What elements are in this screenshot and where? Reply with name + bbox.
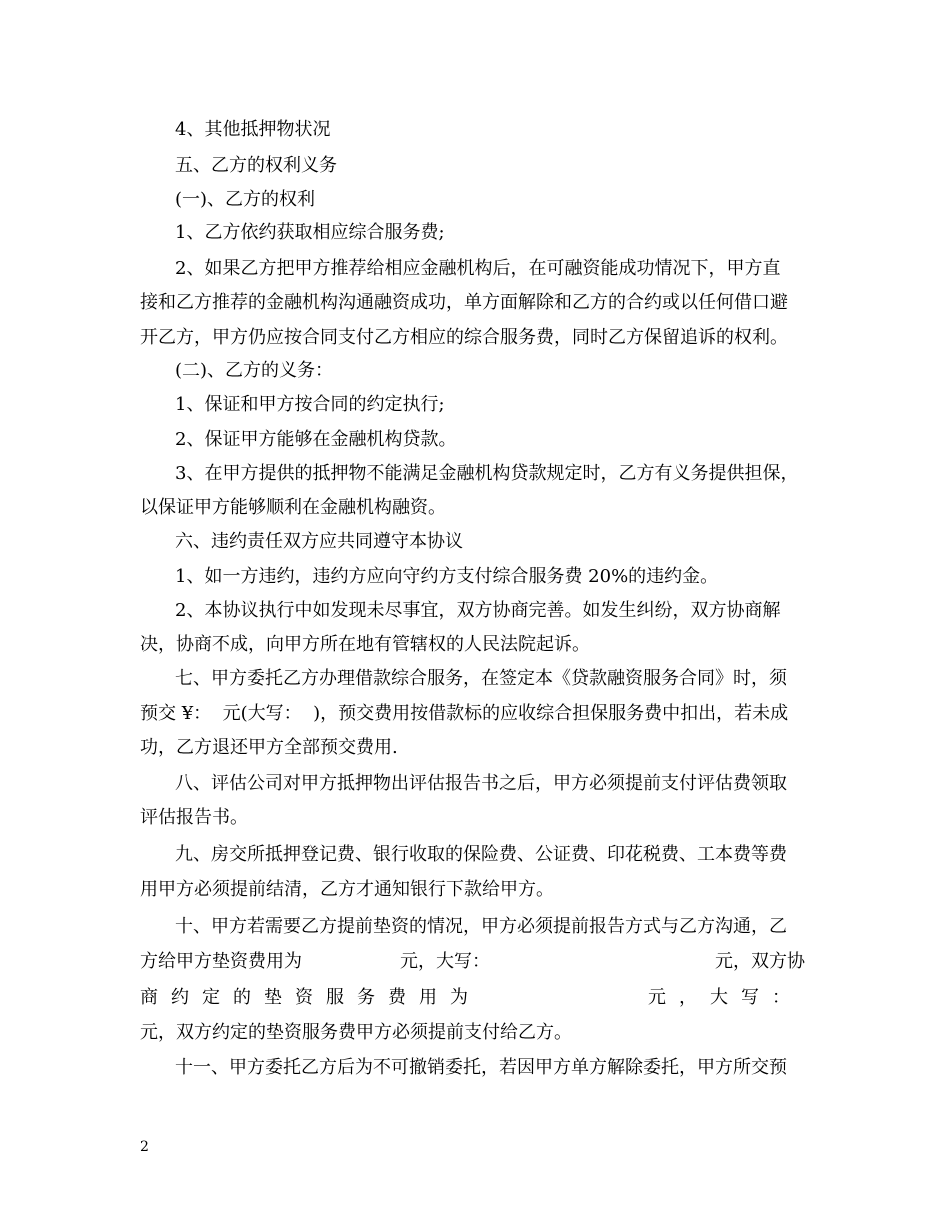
text-line: 开乙方，甲方仍应按合同支付乙方相应的综合服务费，同时乙方保留追诉的权利。 <box>140 327 788 348</box>
text-line: 1、保证和甲方按合同的约定执行; <box>175 394 445 415</box>
text-line: 评估报告书。 <box>140 807 248 828</box>
subsection-heading: (一)、乙方的权利 <box>175 189 316 210</box>
text-line: 用甲方必须提前结清，乙方才通知银行下款给甲方。 <box>140 879 554 900</box>
text-line: 以保证甲方能够顺利在金融机构融资。 <box>140 497 446 518</box>
subsection-heading: (二)、乙方的义务： <box>175 360 334 381</box>
text-line: 决，协商不成，向甲方所在地有管辖权的人民法院起诉。 <box>140 634 590 655</box>
text-line: 2、保证甲方能够在金融机构贷款。 <box>175 429 457 450</box>
section-heading: 五、乙方的权利义务 <box>175 155 337 176</box>
text-line: 接和乙方推荐的金融机构沟通融资成功，单方面解除和乙方的合约或以任何借口避 <box>140 292 788 313</box>
text-line: 2、如果乙方把甲方推荐给相应金融机构后，在可融资能成功情况下，甲方直 <box>175 258 781 279</box>
text-line: 元，双方约定的垫资服务费甲方必须提前支付给乙方。 <box>140 1022 572 1043</box>
text-line: 十、甲方若需要乙方提前垫资的情况，甲方必须提前报告方式与乙方沟通，乙 <box>175 916 787 937</box>
text-line-segment: 方给甲方垫资费用为 <box>140 951 302 972</box>
text-line: 1、如一方违约，违约方应向守约方支付综合服务费 20%的违约金。 <box>175 566 719 587</box>
text-line: 4、其他抵押物状况 <box>175 119 331 140</box>
text-line: 八、评估公司对甲方抵押物出评估报告书之后，甲方必须提前支付评估费领取 <box>175 773 787 794</box>
text-line-segment: 元，大写： <box>400 951 490 972</box>
spread-text-line <box>140 986 803 1010</box>
text-line: 预交 ¥： 元(大写： )，预交费用按借款标的应收综合担保服务费中扣出，若未成 <box>140 703 789 724</box>
text-line: 1、乙方依约获取相应综合服务费; <box>175 222 445 243</box>
text-line-segment: 元，大写： <box>648 987 803 1008</box>
page-number: 2 <box>140 1139 149 1155</box>
text-line: 2、本协议执行中如发现未尽事宜，双方协商完善。如发生纠纷，双方协商解 <box>175 600 781 621</box>
text-line-segment: 商约定的垫资服务费用为 <box>140 987 481 1008</box>
section-heading: 六、违约责任双方应共同遵守本协议 <box>175 531 463 552</box>
text-line-segment: 元，双方协 <box>715 951 805 972</box>
text-line: 九、房交所抵押登记费、银行收取的保险费、公证费、印花税费、工本费等费 <box>175 844 787 865</box>
text-line: 功，乙方退还甲方全部预交费用. <box>140 737 398 758</box>
text-line: 七、甲方委托乙方办理借款综合服务，在签定本《贷款融资服务合同》时，须 <box>175 668 787 689</box>
text-line: 3、在甲方提供的抵押物不能满足金融机构贷款规定时，乙方有义务提供担保， <box>175 463 799 484</box>
text-line: 十一、甲方委托乙方后为不可撤销委托，若因甲方单方解除委托，甲方所交预 <box>175 1057 787 1078</box>
